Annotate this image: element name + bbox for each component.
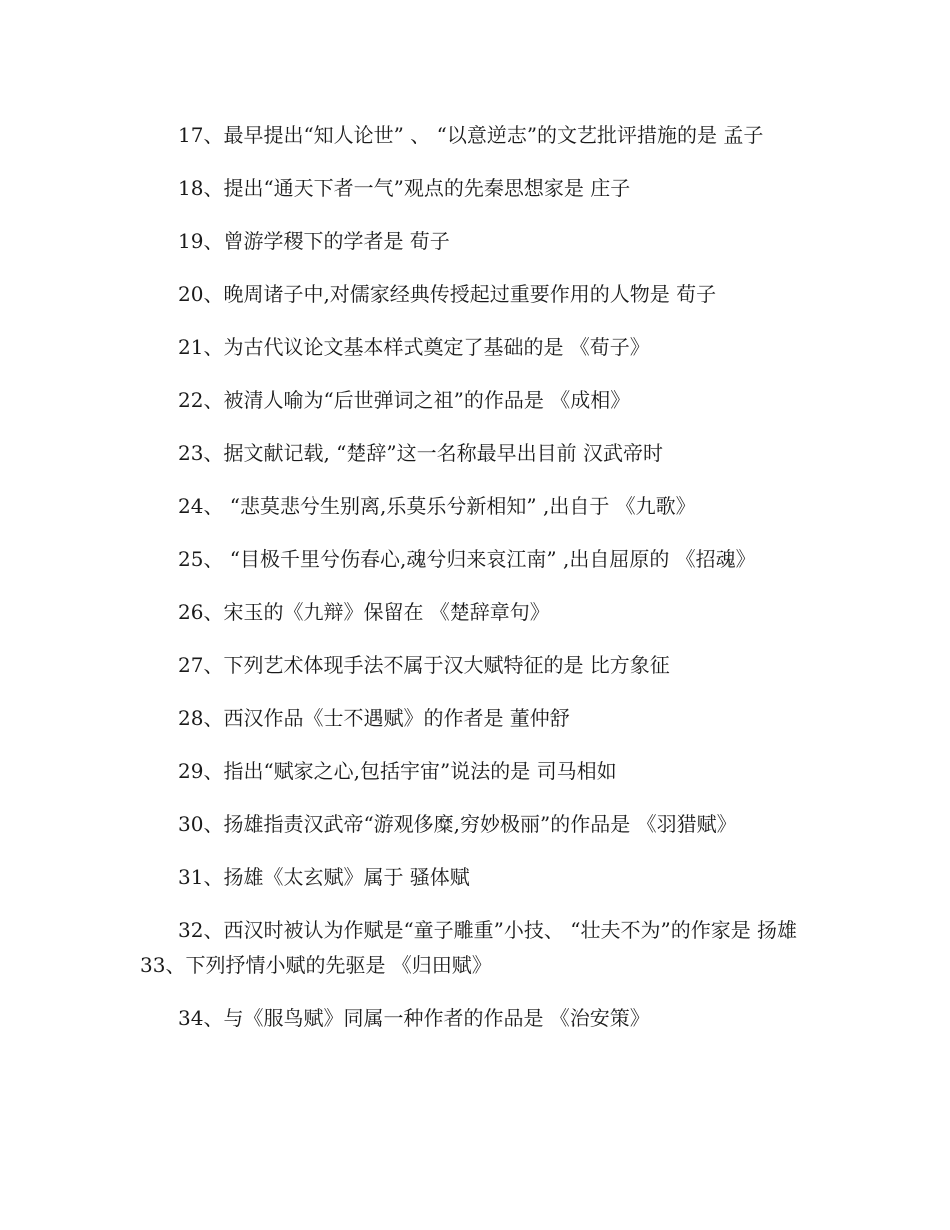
question-24: 24、 “悲莫悲兮生别离,乐莫乐兮新相知” ,出自于 《九歌》 xyxy=(178,494,696,518)
document-body xyxy=(140,118,812,1054)
question-18: 18、提出“通天下者一气”观点的先秦思想家是 庄子 xyxy=(178,176,631,200)
question-31: 31、扬雄《太玄赋》属于 骚体赋 xyxy=(178,865,470,889)
question-30: 30、扬雄指责汉武帝“游观侈糜,穷妙极丽”的作品是 《羽猎赋》 xyxy=(178,812,737,836)
question-25: 25、 “目极千里兮伤春心,魂兮归来哀江南” ,出自屈原的 《招魂》 xyxy=(178,547,756,571)
question-34: 34、与《服鸟赋》同属一种作者的作品是 《治安策》 xyxy=(178,1006,650,1030)
question-28: 28、西汉作品《士不遇赋》的作者是 董仲舒 xyxy=(178,706,570,730)
question-19: 19、曾游学稷下的学者是 荀子 xyxy=(178,229,450,253)
question-23: 23、据文献记载, “楚辞”这一名称最早出目前 汉武帝时 xyxy=(178,441,663,465)
question-26: 26、宋玉的《九辩》保留在 《楚辞章句》 xyxy=(178,600,550,624)
question-20: 20、晚周诸子中,对儒家经典传授起过重要作用的人物是 荀子 xyxy=(178,282,717,306)
question-21: 21、为古代议论文基本样式奠定了基础的是 《荀子》 xyxy=(178,335,650,359)
question-27: 27、下列艺术体现手法不属于汉大赋特征的是 比方象征 xyxy=(178,653,670,677)
question-17: 17、最早提出“知人论世” 、 “以意逆志”的文艺批评措施的是 孟子 xyxy=(178,123,764,147)
question-29: 29、指出“赋家之心,包括宇宙”说法的是 司马相如 xyxy=(178,759,617,783)
question-22: 22、被清人喻为“后世弹词之祖”的作品是 《成相》 xyxy=(178,388,631,412)
question-32-33: 32、西汉时被认为作赋是“童子雕重”小技、 “壮夫不为”的作家是 扬雄 33、下列抒情小赋的先驱是 《归田赋》 xyxy=(140,918,804,977)
